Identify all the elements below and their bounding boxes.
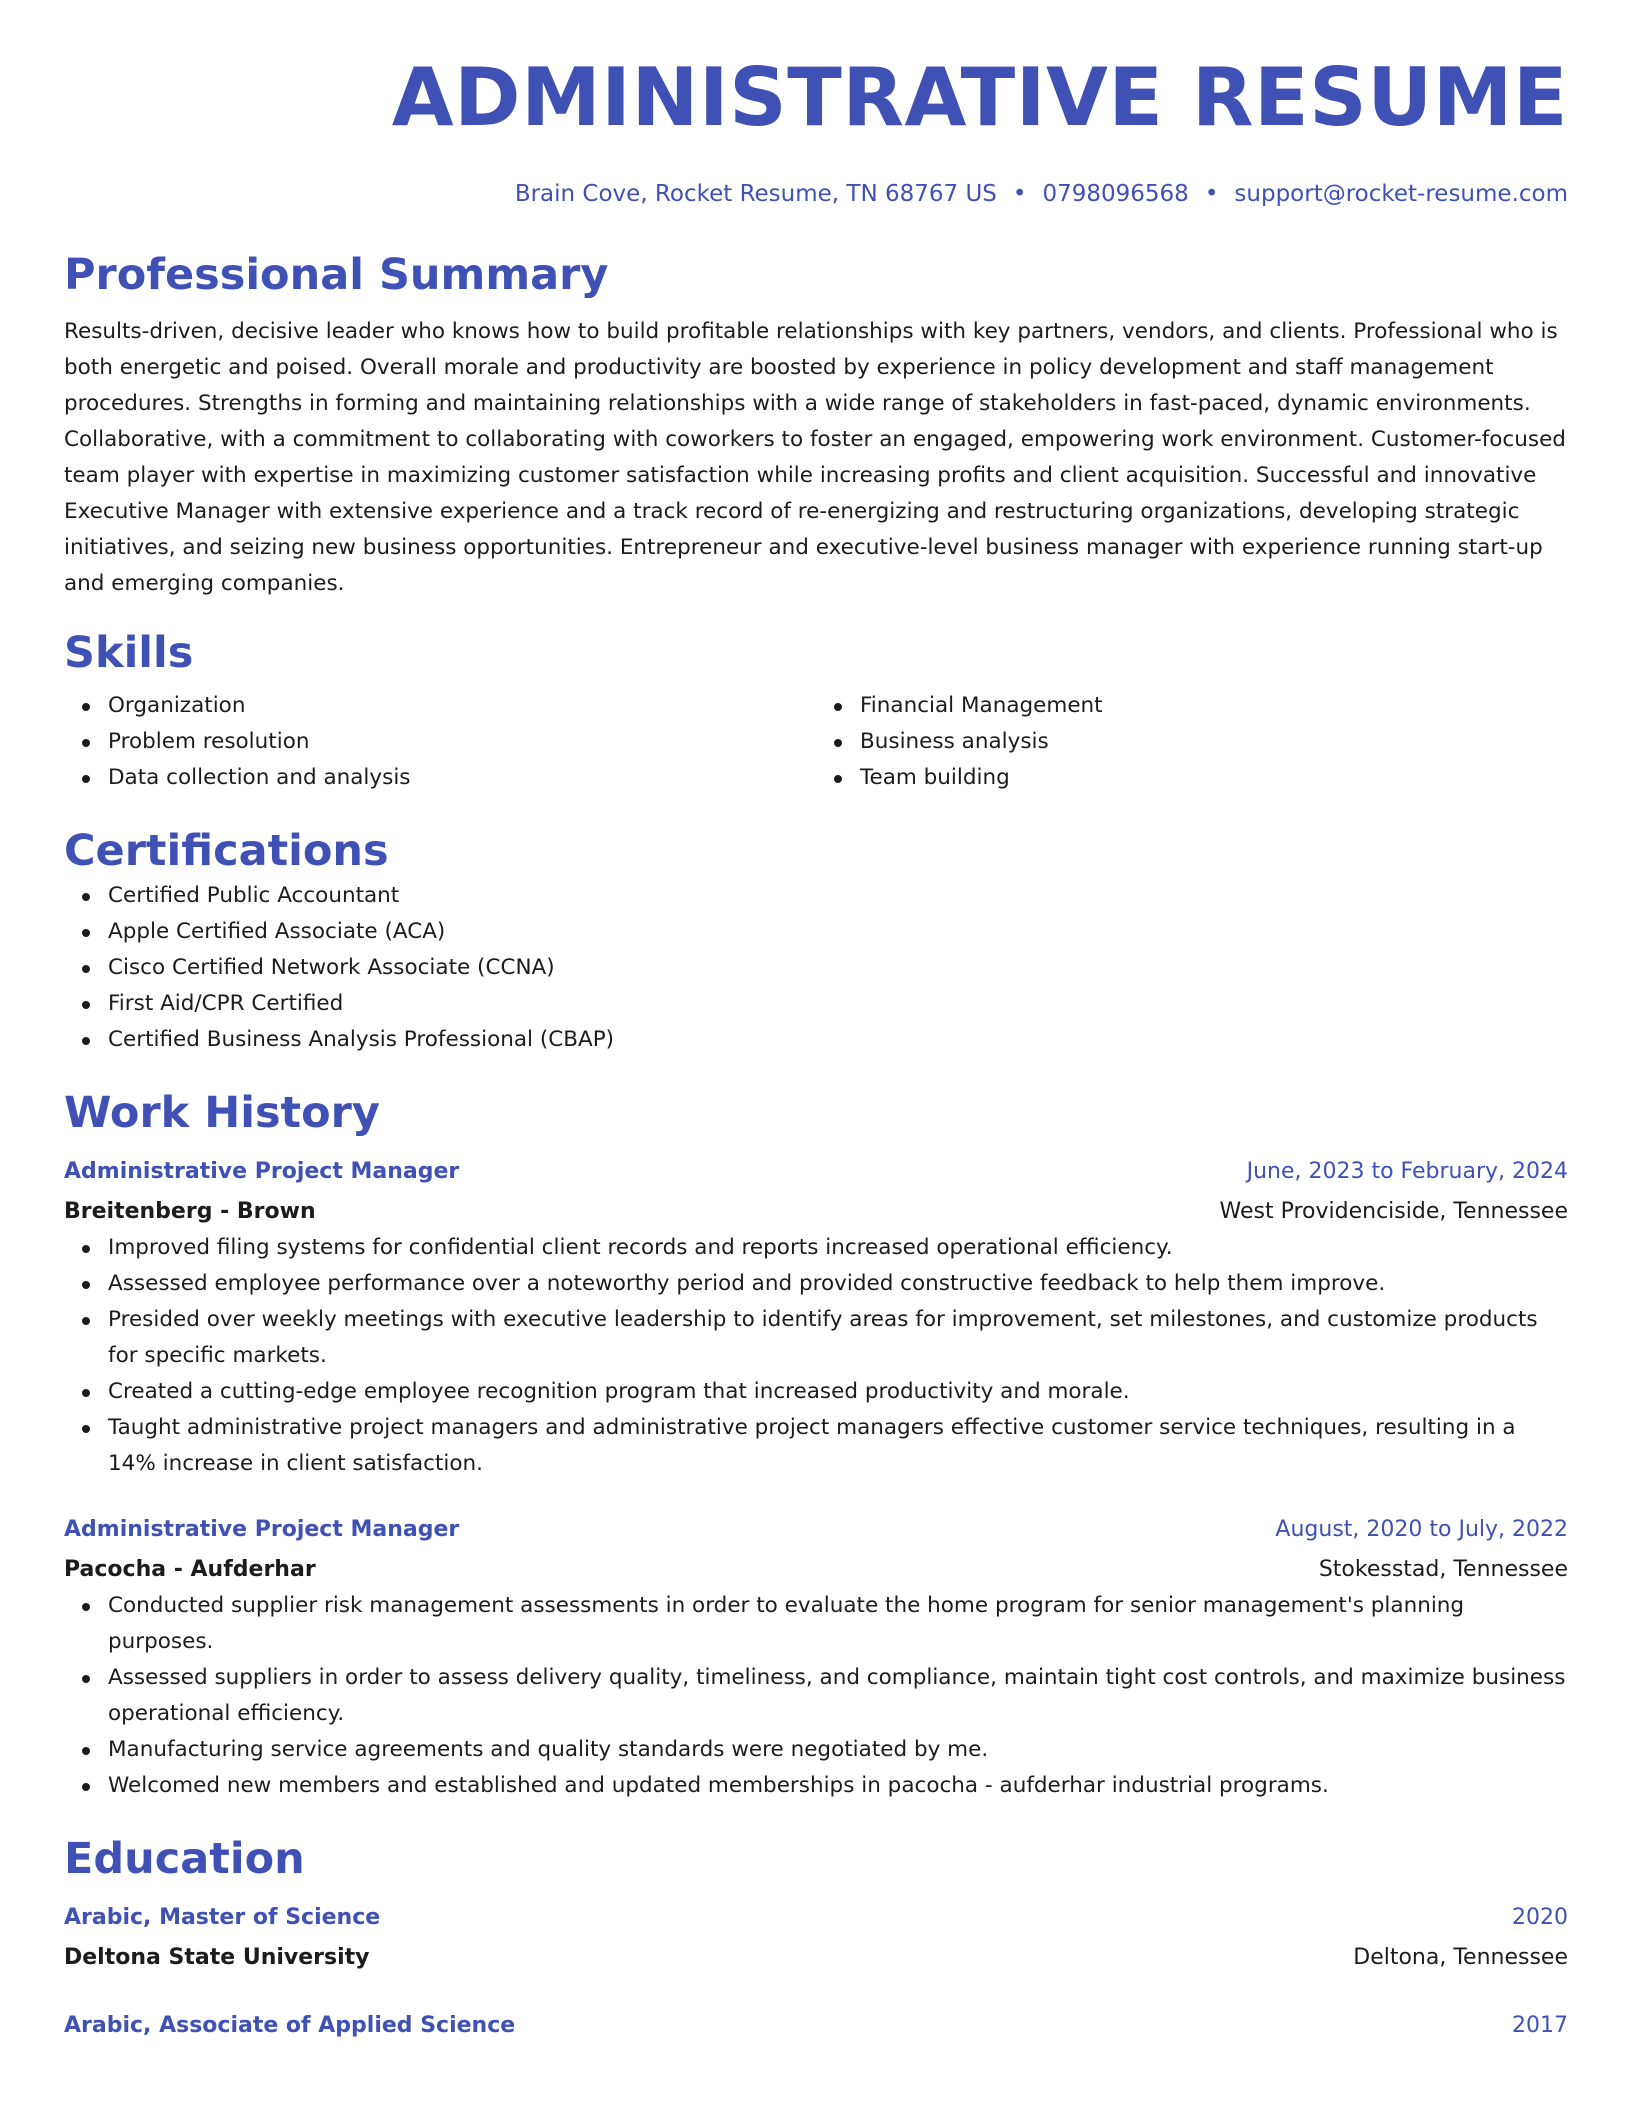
skills-column-right [816, 688, 1568, 796]
summary-heading: Professional Summary [64, 250, 609, 300]
degree-year: 2017 [1512, 2013, 1568, 2038]
certification-item: First Aid/CPR Certified [108, 986, 1568, 1022]
contact-line [64, 178, 1568, 210]
education-entry-header [64, 1900, 1568, 1936]
work-entry-subheader [64, 1548, 1568, 1588]
skills-columns [64, 688, 1568, 796]
work-entry-header [64, 1154, 1568, 1190]
job-bullet: Assessed suppliers in order to assess delivery quality, timeliness, and compliance, maintain tight cost controls, and maximize business operational efficiency. [108, 1660, 1568, 1732]
contact-address: Brain Cove, Rocket Resume, TN 68767 US [514, 181, 997, 207]
job-bullet: Taught administrative project managers and administrative project managers effective customer service techniques, resulting in a 14% increase in client satisfaction. [108, 1410, 1568, 1482]
job-bullet: Manufacturing service agreements and quality standards were negotiated by me. [108, 1732, 1568, 1768]
job-bullet: Assessed employee performance over a noteworthy period and provided constructive feedback to help them improve. [108, 1266, 1568, 1302]
contact-email: support@rocket-resume.com [1234, 181, 1568, 207]
job-bullet: Welcomed new members and established and updated memberships in pacocha - aufderhar industrial programs. [108, 1768, 1568, 1804]
resume-page [64, 48, 1568, 2044]
job-bullet: Presided over weekly meetings with executive leadership to identify areas for improvement, set milestones, and customize products for specific markets. [108, 1302, 1568, 1374]
job-bullet: Improved filing systems for confidential client records and reports increased operational efficiency. [108, 1230, 1568, 1266]
education-entry [64, 1900, 1568, 1976]
work-entry-subheader [64, 1190, 1568, 1230]
degree-title: Arabic, Master of Science [64, 1905, 381, 1930]
summary-text: Results-driven, decisive leader who knows how to build profitable relationships with key partners, vendors, and clients. Professional who is both energetic and poised. Overall morale and productivity are boosted by experience in policy development and staff management procedures. Strengths in forming and maintaining relationships with a wide range of stakeholders in fast-paced, dynamic environments. Collaborative, with a commitment to collaborating with coworkers to foster an engaged, empowering work environment. Customer-focused team player with expertise in maximizing customer satisfaction while increasing profits and client acquisition. Successful and innovative Executive Manager with extensive experience and a track record of re-energizing and restructuring organizations, developing strategic initiatives, and seizing new business opportunities. Entrepreneur and executive-level business manager with experience running start-up and emerging companies. [64, 319, 1566, 596]
job-company: Breitenberg - Brown [64, 1199, 316, 1224]
job-dates: June, 2023 to February, 2024 [1246, 1159, 1568, 1184]
degree-title: Arabic, Associate of Applied Science [64, 2013, 516, 2038]
certification-item: Certified Public Accountant [108, 878, 1568, 914]
job-bullet: Conducted supplier risk management assessments in order to evaluate the home program for senior management's planning purposes. [108, 1588, 1568, 1660]
certifications-heading: Certifications [64, 826, 389, 876]
certification-item: Apple Certified Associate (ACA) [108, 914, 1568, 950]
contact-separator: • [1204, 181, 1219, 207]
skill-item: Organization [108, 688, 816, 724]
job-bullets [64, 1588, 1568, 1804]
school-name: Deltona State University [64, 1945, 370, 1970]
degree-year: 2020 [1512, 1905, 1568, 1930]
education-entry-subheader [64, 1936, 1568, 1976]
work-entry [64, 1512, 1568, 1804]
job-location: West Providenciside, Tennessee [1219, 1199, 1568, 1224]
certification-item: Certified Business Analysis Professional (CBAP) [108, 1022, 1568, 1058]
school-location: Deltona, Tennessee [1353, 1945, 1568, 1970]
skill-item: Data collection and analysis [108, 760, 816, 796]
job-location: Stokesstad, Tennessee [1318, 1557, 1568, 1582]
certifications-list [64, 878, 1568, 1058]
work-entry-header [64, 1512, 1568, 1548]
skill-item: Problem resolution [108, 724, 816, 760]
work-entry [64, 1154, 1568, 1482]
job-bullet: Created a cutting-edge employee recognition program that increased productivity and morale. [108, 1374, 1568, 1410]
skills-list-left [64, 688, 816, 796]
work-history-heading: Work History [64, 1088, 380, 1138]
skill-item: Financial Management [860, 688, 1568, 724]
job-title: Administrative Project Manager [64, 1159, 460, 1184]
certification-item: Cisco Certified Network Associate (CCNA) [108, 950, 1568, 986]
job-company: Pacocha - Aufderhar [64, 1557, 316, 1582]
skill-item: Team building [860, 760, 1568, 796]
skill-item: Business analysis [860, 724, 1568, 760]
resume-title: ADMINISTRATIVE RESUME [391, 51, 1568, 144]
skills-heading: Skills [64, 628, 194, 678]
education-entry [64, 2008, 1568, 2044]
job-title: Administrative Project Manager [64, 1517, 460, 1542]
skills-list-right [816, 688, 1568, 796]
contact-separator: • [1012, 181, 1027, 207]
job-dates: August, 2020 to July, 2022 [1275, 1517, 1568, 1542]
education-entry-header [64, 2008, 1568, 2044]
job-bullets [64, 1230, 1568, 1482]
education-heading: Education [64, 1834, 305, 1884]
skills-column-left [64, 688, 816, 796]
contact-phone: 0798096568 [1042, 181, 1189, 207]
